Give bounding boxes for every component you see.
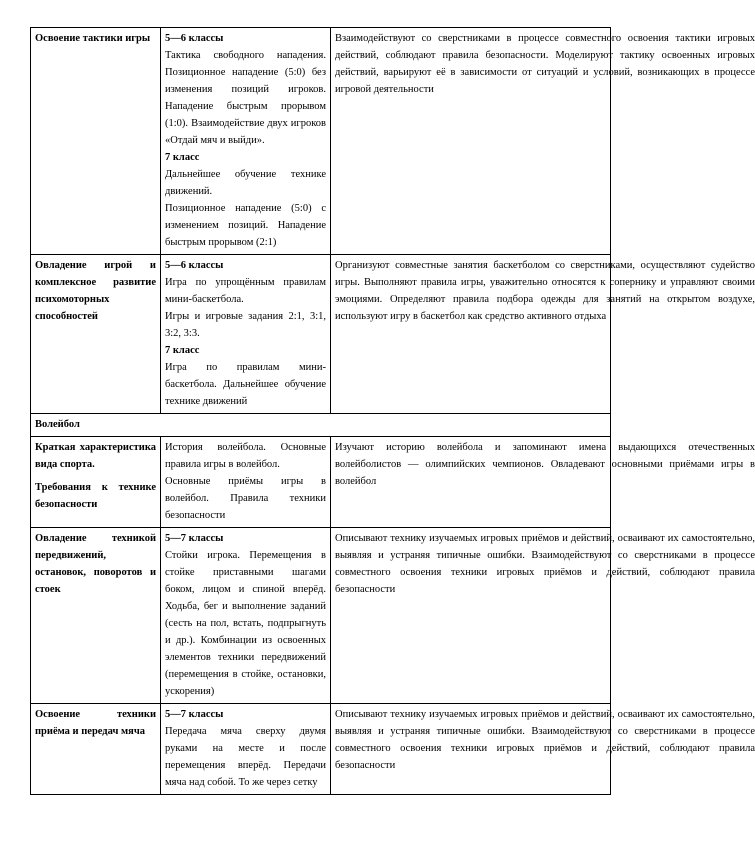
- content-cell: [161, 28, 331, 255]
- table-row: [31, 255, 611, 414]
- content-cell: [161, 255, 331, 414]
- grade-heading: 5—7 классы: [165, 533, 224, 544]
- activity-cell: [331, 437, 755, 528]
- table-body: [31, 28, 755, 795]
- content-text: Игра по правилам мини-баскетбола. Дальнейшее обучение технике движений: [165, 362, 326, 407]
- grade-heading: 7 класс: [165, 152, 200, 163]
- activity-text: Изучают историю волейбола и запоминают имена выдающихся отечественных волейболистов — олимпийских чемпионов. Овладевают основными приёмами игры в волейбол: [335, 442, 755, 487]
- topic-text: Овладение техникой передвижений, остановок, поворотов и стоек: [35, 533, 156, 595]
- activity-text: Взаимодействуют со сверстниками в процессе совместного освоения тактики игровых действий, соблюдают правила безопасности. Моделируют тактику освоенных игровых действий, варьируют её в зависимости от ситуаций и условий, возникающих в процессе игровой деятельности: [335, 33, 755, 95]
- content-text: Дальнейшее обучение технике движений.: [165, 169, 326, 197]
- topic-text: Освоение техники приёма и передач мяча: [35, 709, 156, 737]
- content-cell: [161, 704, 331, 795]
- topic-cell: [31, 437, 161, 528]
- table-row: [31, 28, 611, 255]
- content-text: Позиционное нападение (5:0) с изменением позиций. Нападение быстрым прорывом (2:1): [165, 203, 326, 248]
- activity-cell: [331, 255, 755, 414]
- topic-text: Овладение игрой и комплексное развитие психомоторных способностей: [35, 260, 156, 322]
- activity-text: Описывают технику изучаемых игровых приёмов и действий, осваивают их самостоятельно, выявляя и устраняя типичные ошибки. Взаимодействуют со сверстниками в процессе совместного освоения техники игровых приёмов и действий, соблюдают правила безопасности: [335, 533, 755, 595]
- topic-text: Краткая характеристика вида спорта.: [35, 442, 156, 470]
- table-row: [31, 528, 611, 704]
- grade-heading: 5—7 классы: [165, 709, 224, 720]
- activity-cell: [331, 528, 755, 704]
- section-row: [31, 414, 611, 437]
- section-title: Волейбол: [31, 414, 611, 437]
- content-cell: [161, 528, 331, 704]
- table-row: [31, 437, 611, 528]
- content-cell: [161, 437, 331, 528]
- grade-heading: 5—6 классы: [165, 33, 224, 44]
- activity-cell: [331, 704, 755, 795]
- content-text: Стойки игрока. Перемещения в стойке приставными шагами боком, лицом и спиной вперёд. Ходьба, бег и выполнение заданий (сесть на пол, встать, подпрыгнуть и др.). Комбинации из освоенных элементов техники передвижений (перемещения в стойке, остановки, ускорения): [165, 550, 326, 697]
- topic-cell: [31, 255, 161, 414]
- content-text: Тактика свободного нападения. Позиционное нападение (5:0) без изменения позиций игроков. Нападение быстрым прорывом (1:0). Взаимодействие двух игроков «Отдай мяч и выйди».: [165, 50, 326, 146]
- topic-cell: [31, 528, 161, 704]
- curriculum-table: [30, 27, 755, 795]
- activity-cell: [331, 28, 755, 255]
- content-text: Основные приёмы игры в волейбол. Правила техники безопасности: [165, 476, 326, 521]
- activity-text: Организуют совместные занятия баскетболом со сверстниками, осуществляют судейство игры. Выполняют правила игры, уважительно относятся к сопернику и управляют своими эмоциями. Определяют правила подбора одежды для занятий на открытом воздухе, используют игру в баскетбол как средство активного отдыха: [335, 260, 755, 322]
- grade-heading: 7 класс: [165, 345, 200, 356]
- content-text: Игры и игровые задания 2:1, 3:1, 3:2, 3:3.: [165, 311, 326, 339]
- content-text: История волейбола. Основные правила игры в волейбол.: [165, 442, 326, 470]
- topic-text: Требования к технике безопасности: [35, 482, 156, 510]
- content-text: Передача мяча сверху двумя руками на месте и после перемещения вперёд. Передачи мяча над собой. То же через сетку: [165, 726, 326, 788]
- activity-text: Описывают технику изучаемых игровых приёмов и действий, осваивают их самостоятельно, выявляя и устраняя типичные ошибки. Взаимодействуют со сверстниками в процессе совместного освоения техники игровых приёмов и действий, соблюдают правила безопасности: [335, 709, 755, 771]
- content-text: Игра по упрощённым правилам мини-баскетбола.: [165, 277, 326, 305]
- topic-cell: [31, 704, 161, 795]
- topic-cell: [31, 28, 161, 255]
- table-row: [31, 704, 611, 795]
- topic-text: Освоение тактики игры: [35, 33, 151, 44]
- grade-heading: 5—6 классы: [165, 260, 224, 271]
